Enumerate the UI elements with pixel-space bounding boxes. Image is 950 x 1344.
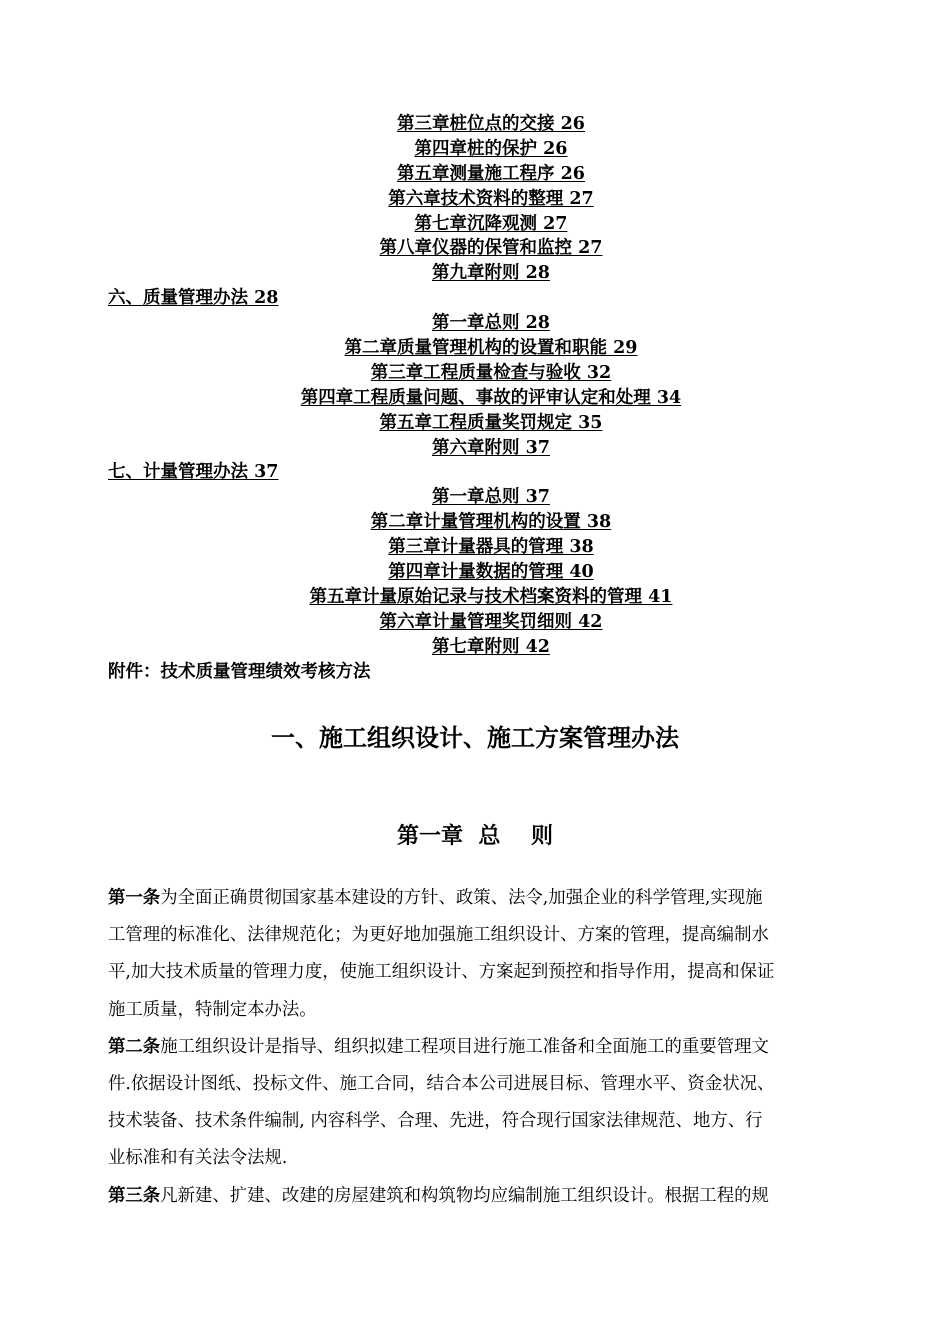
- article-text: 平,加大技术质量的管理力度，使施工组织设计、方案起到预控和指导作用，提高和保证: [108, 962, 775, 983]
- toc-link[interactable]: 第八章仪器的保管和监控 27: [379, 238, 603, 259]
- article-text: 件.依据设计图纸、投标文件、施工合同，结合本公司进展目标、管理水平、资金状况、: [108, 1073, 775, 1094]
- article-text: 工管理的标准化、法律规范化；为更好地加强施工组织设计、方案的管理，提高编制水: [108, 925, 769, 946]
- toc-link[interactable]: 六、质量管理办法 28: [108, 288, 279, 309]
- toc-entry: [108, 436, 874, 461]
- article-text: 业标准和有关法令法规.: [108, 1148, 288, 1169]
- body-text: [108, 880, 844, 1215]
- toc-entry: [108, 535, 874, 560]
- toc-entry: [108, 236, 874, 261]
- toc-link[interactable]: 第四章工程质量问题、事故的评审认定和处理 34: [300, 387, 682, 408]
- toc-entry: [108, 311, 874, 336]
- toc-link[interactable]: 第九章附则 28: [432, 263, 550, 284]
- toc-entry: [108, 510, 874, 535]
- toc-link[interactable]: 第六章计量管理奖罚细则 42: [379, 611, 603, 632]
- toc-entry: [108, 660, 874, 685]
- toc-link[interactable]: 第三章工程质量检查与验收 32: [370, 362, 612, 383]
- toc-link[interactable]: 第五章工程质量奖罚规定 35: [379, 412, 603, 433]
- body-line: [108, 917, 844, 954]
- toc-link[interactable]: 第四章计量数据的管理 40: [388, 562, 594, 583]
- toc-entry: [108, 336, 874, 361]
- table-of-contents: [108, 112, 874, 684]
- toc-link[interactable]: 第五章计量原始记录与技术档案资料的管理 41: [309, 586, 673, 607]
- article-text: 凡新建、扩建、改建的房屋建筑和构筑物均应编制施工组织设计。根据工程的规: [160, 1185, 769, 1206]
- toc-entry: [108, 112, 874, 137]
- toc-link[interactable]: 第一章总则 37: [432, 487, 550, 508]
- toc-link[interactable]: 第五章测量施工程序 26: [397, 163, 585, 184]
- toc-link[interactable]: 七、计量管理办法 37: [108, 462, 279, 483]
- article-label: 第二条: [108, 1036, 161, 1057]
- body-line: [108, 992, 844, 1029]
- toc-entry: [108, 286, 874, 311]
- toc-entry: [108, 261, 874, 286]
- section-heading: 一、施工组织设计、施工方案管理办法: [271, 723, 679, 752]
- toc-link[interactable]: 第七章沉降观测 27: [414, 213, 568, 234]
- toc-label: 附件：技术质量管理绩效考核方法: [108, 661, 371, 682]
- body-line: [108, 1066, 844, 1103]
- toc-entry: [108, 560, 874, 585]
- body-line: [108, 1178, 844, 1215]
- toc-entry: [108, 162, 874, 187]
- toc-link[interactable]: 第一章总则 28: [432, 313, 550, 334]
- article-text: 施工组织设计是指导、组织拟建工程项目进行施工准备和全面施工的重要管理文: [160, 1036, 769, 1057]
- toc-entry: [108, 361, 874, 386]
- body-line: [108, 954, 844, 991]
- toc-entry: [108, 187, 874, 212]
- body-line: [108, 1029, 844, 1066]
- article-label: 第一条: [108, 888, 161, 908]
- chapter-heading: 第一章 总 则: [397, 823, 553, 849]
- toc-entry: [108, 485, 874, 510]
- toc-entry: [108, 610, 874, 635]
- toc-link[interactable]: 第七章附则 42: [432, 636, 550, 657]
- toc-link[interactable]: 第四章桩的保护 26: [414, 138, 568, 159]
- toc-entry: [108, 411, 874, 436]
- article-text: 为全面正确贯彻国家基本建设的方针、政策、法令,加强企业的科学管理,实现施: [160, 888, 763, 908]
- body-line: [108, 880, 844, 917]
- toc-link[interactable]: 第三章计量器具的管理 38: [388, 537, 594, 558]
- toc-entry: [108, 386, 874, 411]
- toc-entry: [108, 460, 874, 485]
- article-text: 施工质量，特制定本办法。: [108, 999, 317, 1020]
- toc-link[interactable]: 第六章附则 37: [432, 437, 550, 458]
- article-label: 第三条: [108, 1185, 161, 1206]
- toc-entry: [108, 137, 874, 162]
- toc-link[interactable]: 第三章桩位点的交接 26: [397, 114, 585, 134]
- toc-entry: [108, 635, 874, 660]
- toc-link[interactable]: 第二章计量管理机构的设置 38: [370, 512, 612, 533]
- body-line: [108, 1140, 844, 1177]
- body-line: [108, 1103, 844, 1140]
- toc-entry: [108, 585, 874, 610]
- article-text: 技术装备、技术条件编制, 内容科学、合理、先进，符合现行国家法律规范、地方、行: [108, 1111, 763, 1132]
- toc-entry: [108, 212, 874, 237]
- toc-link[interactable]: 第六章技术资料的整理 27: [388, 188, 594, 209]
- toc-link[interactable]: 第二章质量管理机构的设置和职能 29: [344, 338, 638, 359]
